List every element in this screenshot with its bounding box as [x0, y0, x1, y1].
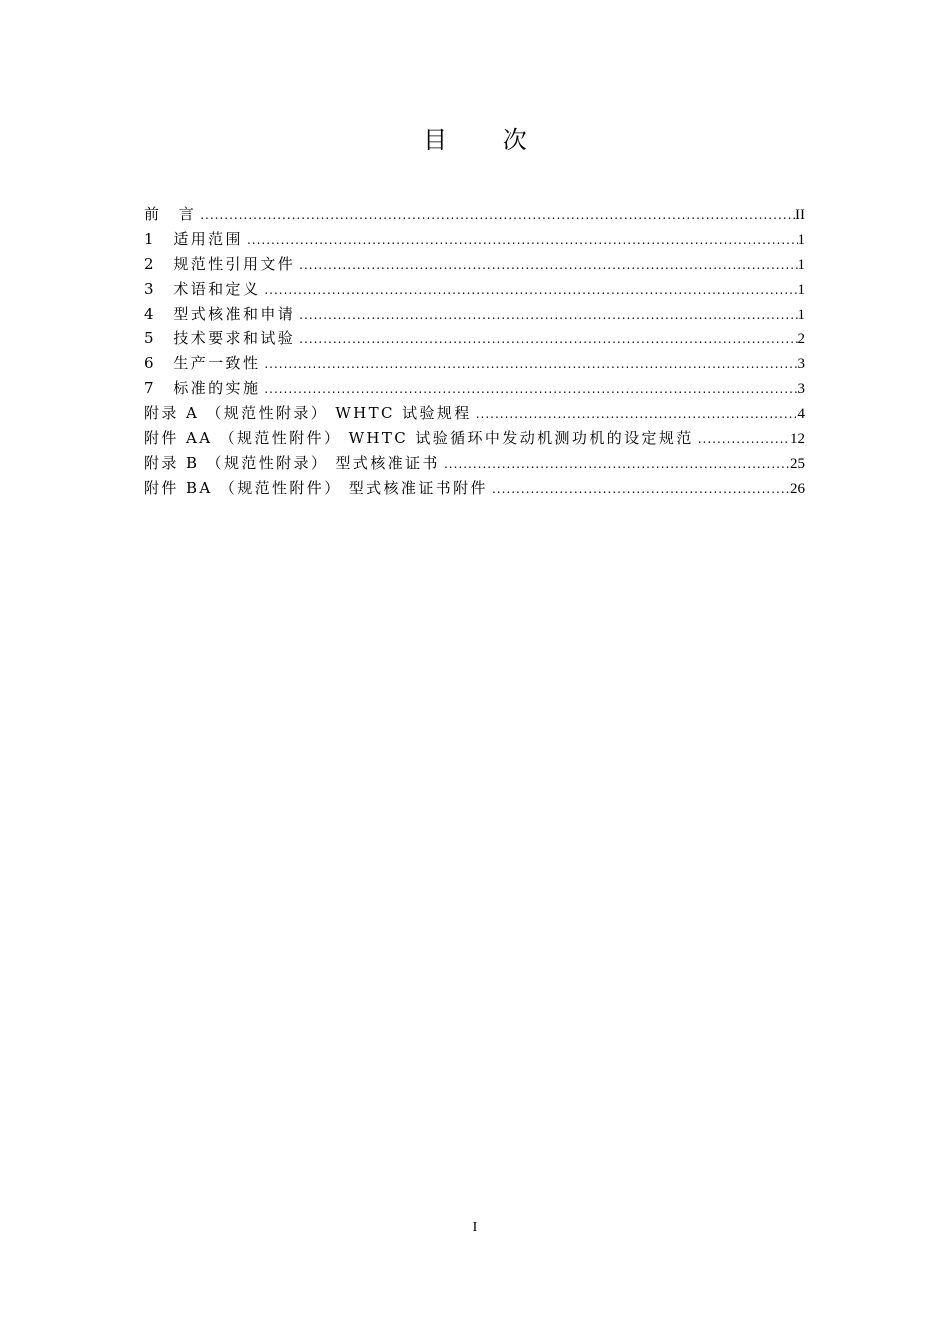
toc-entry[interactable]	[144, 302, 805, 327]
page-number: I	[472, 1220, 478, 1235]
toc-entry[interactable]	[144, 401, 805, 426]
toc-entry[interactable]	[144, 227, 805, 252]
toc-entry-label: 4 型式核准和申请	[144, 304, 296, 323]
toc-entry[interactable]	[144, 326, 805, 351]
toc-entry[interactable]	[144, 426, 805, 451]
toc-entry-label: 附件 BA （规范性附件） 型式核准证书附件	[144, 478, 488, 497]
toc-leader-dots	[264, 377, 797, 402]
toc-entry-label: 2 规范性引用文件	[144, 254, 296, 273]
toc-leader-dots	[247, 228, 798, 253]
table-of-contents	[144, 202, 805, 501]
toc-entry[interactable]	[144, 252, 805, 277]
toc-entry[interactable]	[144, 476, 805, 501]
toc-entry-page: 12	[790, 431, 805, 448]
toc-leader-dots	[299, 327, 797, 352]
toc-entry[interactable]	[144, 451, 805, 476]
toc-leader-dots	[299, 253, 797, 278]
toc-entry-label: 附件 AA （规范性附件） WHTC 试验循环中发动机测功机的设定规范	[144, 429, 694, 448]
toc-entry-page: 26	[790, 480, 805, 497]
toc-leader-dots	[492, 477, 790, 502]
toc-leader-dots	[299, 303, 797, 328]
toc-entry[interactable]	[144, 351, 805, 376]
toc-entry-label: 7 标准的实施	[144, 379, 261, 398]
toc-entry-page: 1	[797, 231, 805, 248]
toc-entry[interactable]	[144, 202, 805, 227]
toc-entry-label: 1 适用范围	[144, 229, 243, 248]
toc-entry-label: 附录 B （规范性附录） 型式核准证书	[144, 453, 440, 472]
toc-leader-dots	[476, 402, 798, 427]
toc-entry-page: 4	[797, 406, 805, 423]
toc-leader-dots	[264, 352, 797, 377]
toc-entry-page: 2	[797, 331, 805, 348]
toc-entry-page: 25	[790, 455, 805, 472]
toc-entry-page: 1	[797, 281, 805, 298]
toc-leader-dots	[200, 203, 795, 228]
toc-entry-page: 1	[797, 256, 805, 273]
toc-entry-label: 附录 A （规范性附录） WHTC 试验规程	[144, 404, 472, 423]
toc-entry-label: 前 言	[144, 205, 197, 223]
toc-entry-page: 1	[797, 306, 805, 323]
toc-entry[interactable]	[144, 376, 805, 401]
toc-leader-dots	[444, 452, 790, 477]
toc-leader-dots	[264, 278, 797, 303]
toc-entry-label: 6 生产一致性	[144, 354, 261, 373]
toc-entry-label: 5 技术要求和试验	[144, 329, 296, 348]
toc-entry-page: II	[795, 207, 805, 223]
toc-entry-page: 3	[797, 381, 805, 398]
toc-entry-page: 3	[797, 356, 805, 373]
page-title: 目 次	[423, 126, 551, 154]
toc-entry[interactable]	[144, 277, 805, 302]
toc-leader-dots	[698, 427, 790, 452]
toc-entry-label: 3 术语和定义	[144, 279, 261, 298]
